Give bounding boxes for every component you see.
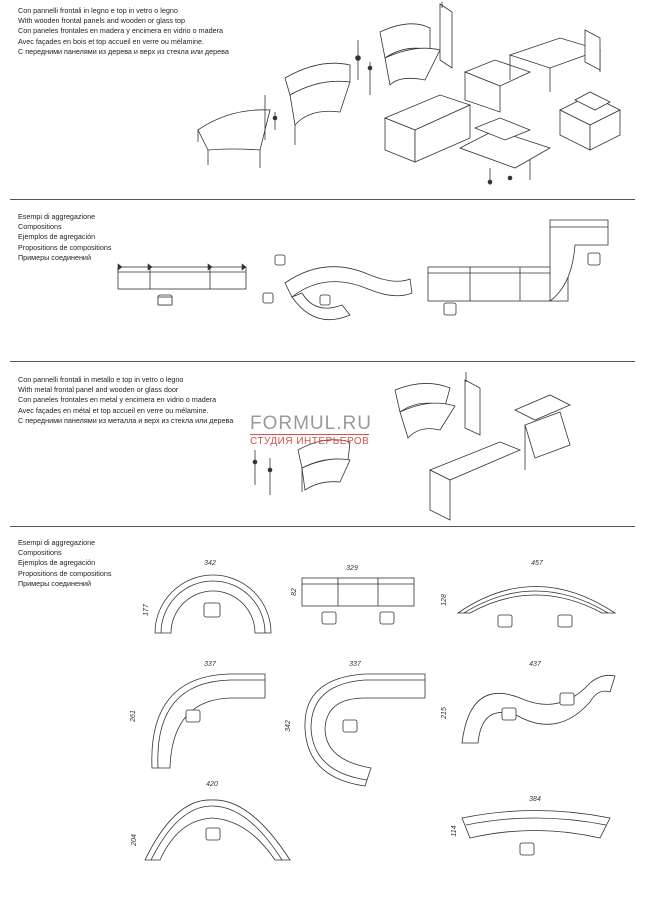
caption-line: Propositions de compositions <box>18 242 112 252</box>
caption-line: Примеры соединений <box>18 578 91 588</box>
caption-line: С передними панелями из металла и верх из стекла или дерева <box>18 415 234 425</box>
caption-line: Con pannelli frontali in metallo e top in vetro o legno <box>18 375 184 384</box>
caption-line: Esempi di aggregazione <box>18 212 96 221</box>
composition-plans-wood <box>110 205 630 330</box>
dim-height-5: 342 <box>285 720 292 732</box>
section4-caption <box>18 538 112 589</box>
dim-width-4: 337 <box>204 661 216 668</box>
caption-line: С передними панелями из дерева и верх из стекла или дерева <box>18 46 229 56</box>
caption-line: Con paneles frontales en madera y encimera en vidrio o madera <box>18 26 223 36</box>
dim-height-7: 204 <box>131 834 138 846</box>
watermark-subtitle: СТУДИЯ ИНТЕРЬЕРОВ <box>250 436 370 447</box>
dim-height-3: 128 <box>441 594 448 606</box>
dim-width-3: 457 <box>531 560 543 567</box>
section-divider <box>10 199 635 200</box>
section-divider <box>10 526 635 527</box>
composition-plan-6 <box>440 658 630 758</box>
dim-height-4: 261 <box>130 710 137 722</box>
dim-width-2: 329 <box>346 565 358 572</box>
caption-line: Avec façades en bois et top accueil en verre ou mélamine. <box>18 36 205 46</box>
caption-line: Ejemplos de agregación <box>18 558 96 568</box>
caption-line: Con pannelli frontali in legno e top in vetro o legno <box>18 6 178 15</box>
dim-height-1: 177 <box>143 604 150 616</box>
dim-width-6: 437 <box>529 661 541 668</box>
composition-plan-2 <box>290 560 430 635</box>
composition-plan-8 <box>450 793 620 868</box>
composition-plan-7 <box>130 778 300 873</box>
section-divider <box>10 361 635 362</box>
dim-width-1: 342 <box>204 560 216 567</box>
caption-line: Compositions <box>18 548 62 558</box>
dim-width-8: 384 <box>529 796 541 803</box>
section2-caption <box>18 212 112 263</box>
dim-height-2: 82 <box>291 588 298 596</box>
composition-plan-4 <box>130 658 280 778</box>
caption-line: Esempi di aggregazione <box>18 538 96 547</box>
dim-width-7: 420 <box>206 781 218 788</box>
section3-caption <box>18 375 233 426</box>
caption-line: Propositions de compositions <box>18 568 112 578</box>
caption-line: Примеры соединений <box>18 252 91 262</box>
composition-plan-1 <box>140 555 290 645</box>
caption-line: Ejemplos de agregación <box>18 232 96 242</box>
caption-line: With wooden frontal panels and wooden or glass top <box>18 16 186 26</box>
dim-width-5: 337 <box>349 661 361 668</box>
watermark-brand: FORMUL.RU <box>250 413 372 434</box>
caption-line: Compositions <box>18 222 62 232</box>
composition-plan-3 <box>440 555 630 635</box>
caption-line: Con paneles frontales en metal y encimera en vidrio o madera <box>18 395 217 405</box>
wooden-panel-desks-illustration <box>190 0 640 195</box>
composition-plan-5 <box>285 658 435 793</box>
dim-height-6: 215 <box>441 707 448 719</box>
caption-line: With metal frontal panel and wooden or glass door <box>18 385 179 395</box>
dim-height-8: 114 <box>451 825 458 837</box>
caption-line: Avec façades en métal et top accueil en verre ou mélamine. <box>18 405 209 415</box>
